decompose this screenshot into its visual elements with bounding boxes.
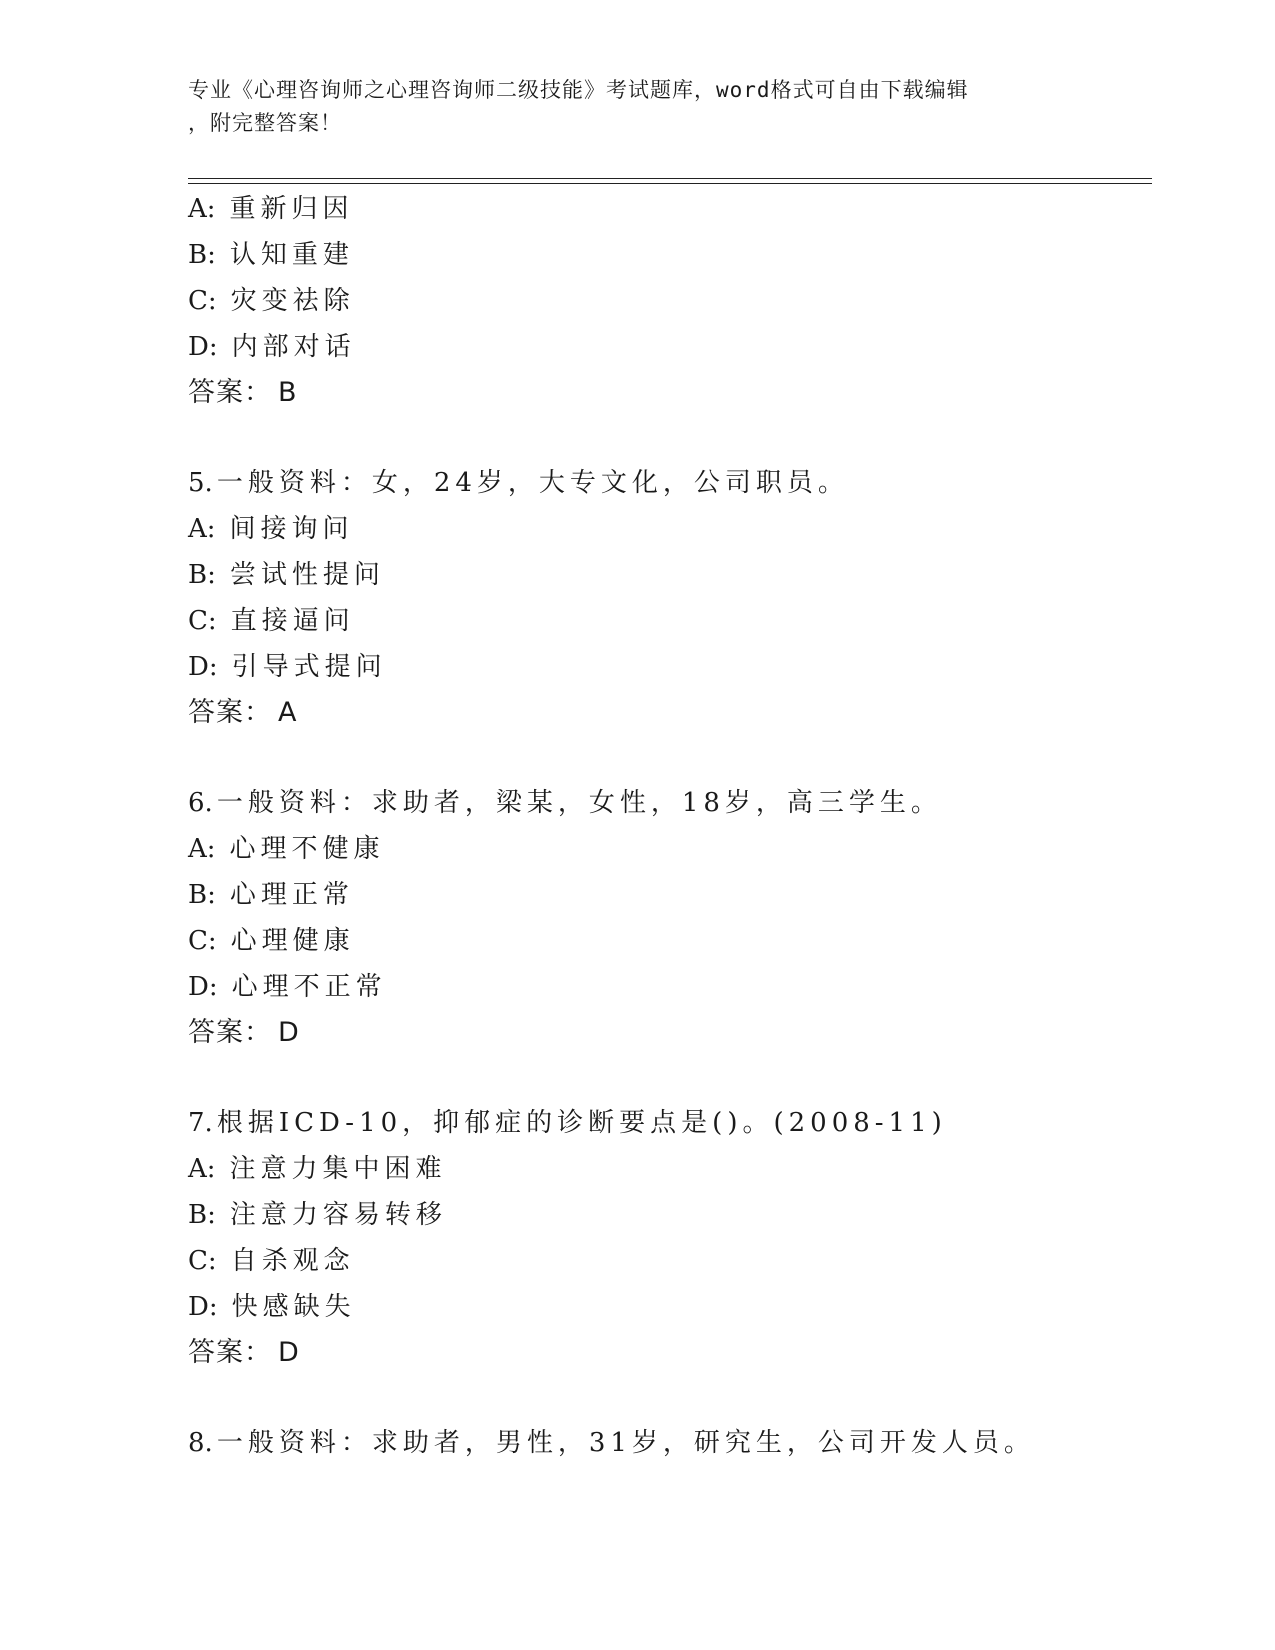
option-separator: : xyxy=(207,1246,217,1276)
option-text: 间接询问 xyxy=(229,514,354,544)
option-letter: A xyxy=(188,194,207,224)
option-letter: D xyxy=(188,1292,209,1322)
option-text: 重新归因 xyxy=(229,194,354,224)
option-separator: : xyxy=(207,286,217,316)
question-text: 一般资料：求助者，梁某，女性，18岁，高三学生。 xyxy=(216,788,942,818)
option-a xyxy=(188,506,1152,552)
question-text: 一般资料：求助者，男性，31岁，研究生，公司开发人员。 xyxy=(216,1428,1035,1458)
option-separator: : xyxy=(207,926,217,956)
header-line-2: ，附完整答案！ xyxy=(188,111,342,135)
question-list xyxy=(188,186,1152,1466)
option-letter: C xyxy=(188,286,208,316)
question-stem xyxy=(188,780,1152,826)
option-text: 认知重建 xyxy=(229,240,354,270)
option-b xyxy=(188,552,1152,598)
option-text: 灾变祛除 xyxy=(230,286,355,316)
answer-value: B xyxy=(278,377,298,408)
option-text: 注意力容易转移 xyxy=(229,1200,447,1230)
answer-value: D xyxy=(278,1337,300,1368)
answer-value: A xyxy=(278,697,298,728)
option-letter: C xyxy=(188,1246,208,1276)
header-divider-bottom xyxy=(188,183,1152,184)
option-b xyxy=(188,1192,1152,1238)
answer-value: D xyxy=(278,1017,300,1048)
option-text: 自杀观念 xyxy=(230,1246,355,1276)
option-separator: : xyxy=(208,972,218,1002)
question-text: 一般资料：女，24岁，大专文化，公司职员。 xyxy=(216,468,849,498)
question-stem xyxy=(188,460,1152,506)
option-separator: : xyxy=(206,1154,216,1184)
option-b xyxy=(188,232,1152,278)
option-separator: : xyxy=(207,240,216,270)
option-letter: D xyxy=(188,972,209,1002)
question-stem xyxy=(188,1100,1152,1146)
question-stem xyxy=(188,1420,1152,1466)
option-text: 内部对话 xyxy=(231,332,356,362)
option-letter: C xyxy=(188,926,208,956)
option-d xyxy=(188,644,1152,690)
option-text: 心理不正常 xyxy=(231,972,387,1002)
option-a xyxy=(188,1146,1152,1192)
header-divider-top xyxy=(188,178,1152,179)
option-letter: B xyxy=(188,880,208,910)
spacer xyxy=(188,1056,1152,1100)
option-d xyxy=(188,324,1152,370)
answer-line xyxy=(188,1330,1152,1376)
option-separator: : xyxy=(206,194,216,224)
option-separator: : xyxy=(207,1200,216,1230)
question-text: 根据ICD-10，抑郁症的诊断要点是()。(2008-11) xyxy=(216,1108,947,1138)
option-separator: : xyxy=(208,332,218,362)
question-block-5 xyxy=(188,460,1152,736)
option-text: 心理健康 xyxy=(230,926,355,956)
option-c xyxy=(188,278,1152,324)
option-letter: D xyxy=(188,332,209,362)
question-block-continued xyxy=(188,186,1152,416)
option-text: 快感缺失 xyxy=(231,1292,356,1322)
option-separator: : xyxy=(208,1292,218,1322)
option-letter: A xyxy=(188,514,207,544)
option-letter: D xyxy=(188,652,209,682)
option-letter: B xyxy=(188,1200,208,1230)
option-b xyxy=(188,872,1152,918)
spacer xyxy=(188,1376,1152,1420)
option-a xyxy=(188,186,1152,232)
option-letter: C xyxy=(188,606,208,636)
question-block-7 xyxy=(188,1100,1152,1376)
answer-label: 答案： xyxy=(188,1337,272,1368)
option-text: 注意力集中困难 xyxy=(229,1154,447,1184)
option-separator: : xyxy=(206,834,216,864)
header-line-1: 专业《心理咨询师之心理咨询师二级技能》考试题库，word格式可自由下载编辑 xyxy=(188,78,969,102)
question-number: 7. xyxy=(188,1108,213,1138)
question-number: 6. xyxy=(188,788,213,818)
option-text: 尝试性提问 xyxy=(229,560,385,590)
question-number: 5. xyxy=(188,468,213,498)
option-text: 心理不健康 xyxy=(229,834,385,864)
option-separator: : xyxy=(207,606,217,636)
option-c xyxy=(188,598,1152,644)
option-d xyxy=(188,1284,1152,1330)
spacer xyxy=(188,736,1152,780)
option-separator: : xyxy=(207,560,216,590)
option-d xyxy=(188,964,1152,1010)
option-letter: B xyxy=(188,560,208,590)
option-separator: : xyxy=(206,514,216,544)
answer-label: 答案： xyxy=(188,377,272,408)
answer-label: 答案： xyxy=(188,1017,272,1048)
option-c xyxy=(188,1238,1152,1284)
option-letter: B xyxy=(188,240,208,270)
answer-line xyxy=(188,1010,1152,1056)
answer-line xyxy=(188,370,1152,416)
option-text: 心理正常 xyxy=(229,880,354,910)
question-block-8 xyxy=(188,1420,1152,1466)
answer-line xyxy=(188,690,1152,736)
option-letter: A xyxy=(188,834,207,864)
option-c xyxy=(188,918,1152,964)
option-text: 引导式提问 xyxy=(231,652,387,682)
spacer xyxy=(188,416,1152,460)
option-separator: : xyxy=(208,652,218,682)
option-text: 直接逼问 xyxy=(230,606,355,636)
question-number: 8. xyxy=(188,1428,213,1458)
option-separator: : xyxy=(207,880,216,910)
option-letter: A xyxy=(188,1154,207,1184)
question-block-6 xyxy=(188,780,1152,1056)
option-a xyxy=(188,826,1152,872)
document-header xyxy=(188,74,1068,140)
answer-label: 答案： xyxy=(188,697,272,728)
